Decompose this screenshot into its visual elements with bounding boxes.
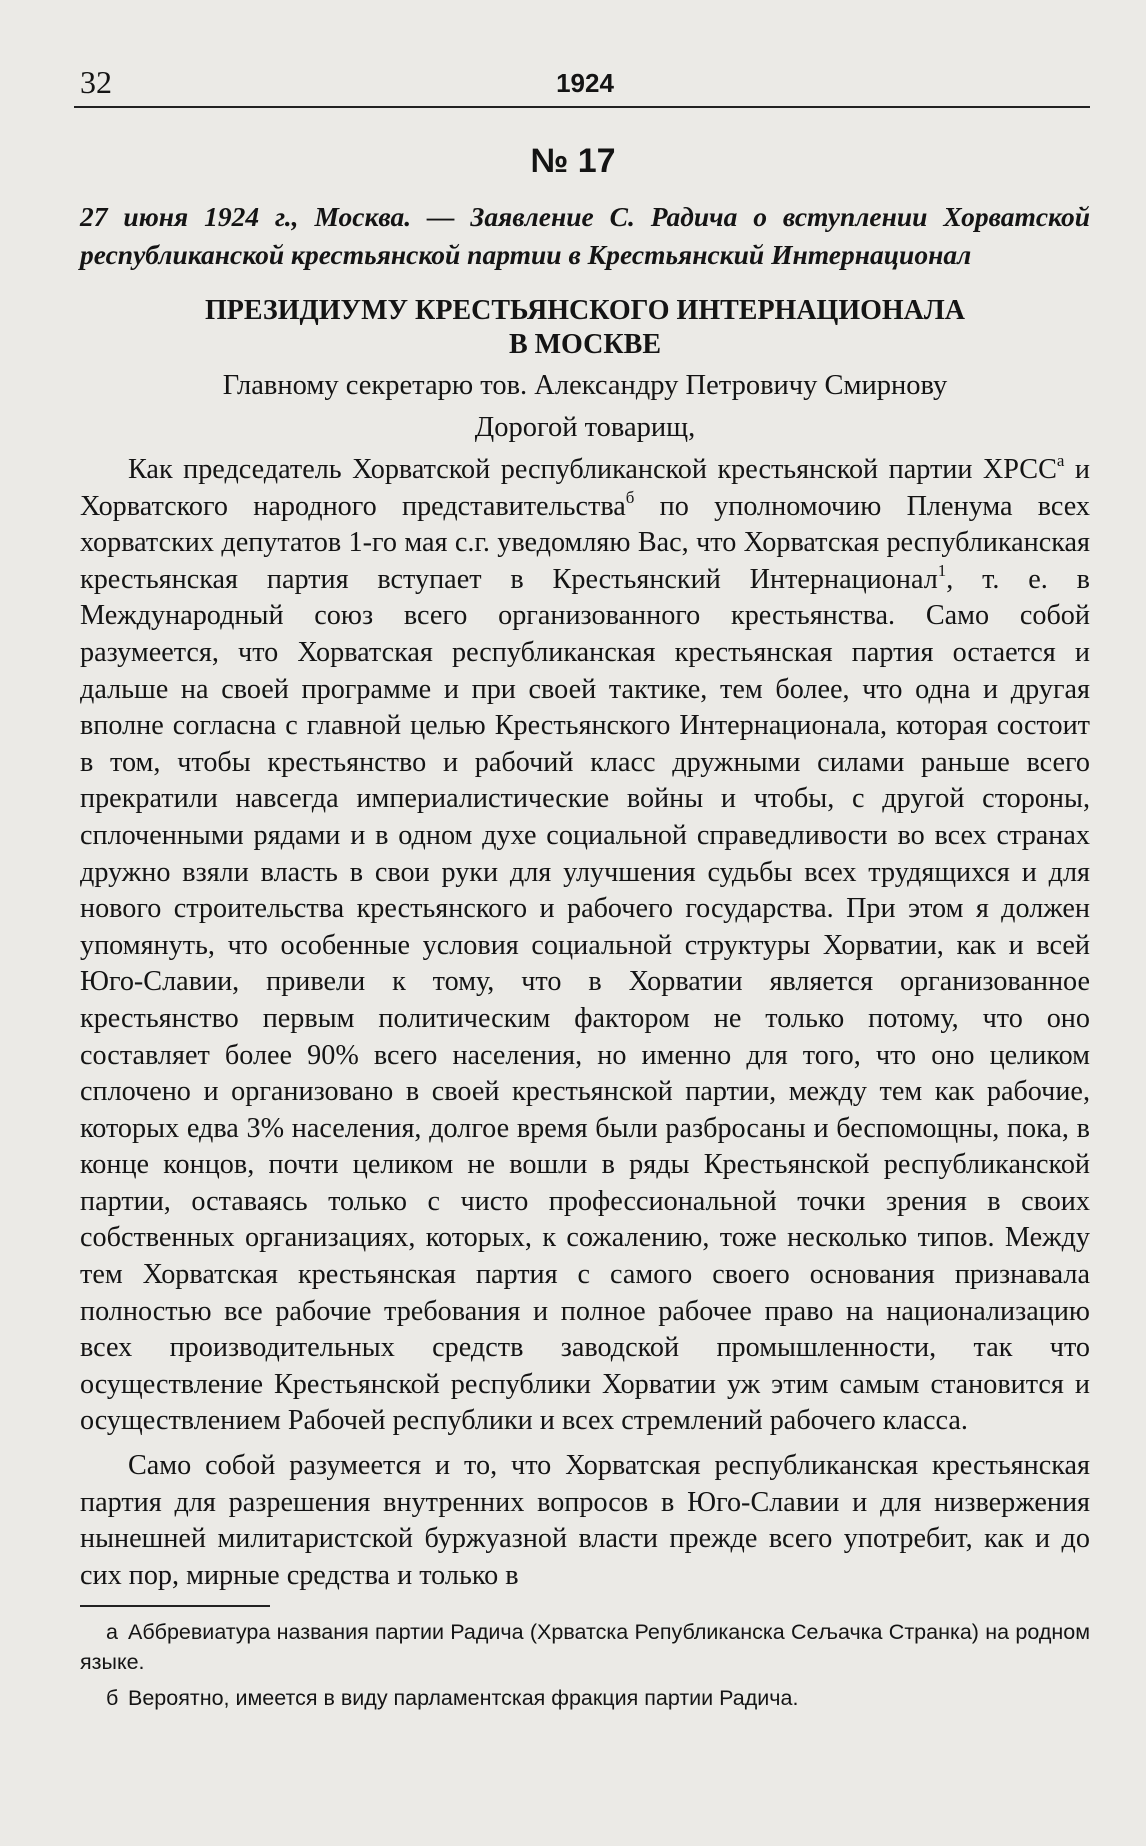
endnote-ref: 1 bbox=[937, 560, 947, 580]
body-paragraph: Само собой разумеется и то, что Хорватская республиканская крестьянская партия для разрешения внутренних вопросов в Юго-Славии и для низвержения нынешней милитаристской буржуазной власти прежде всего употребит, как и до сих пор, мирные средства и только в bbox=[80, 1450, 1090, 1591]
body-text-run: , т. е. в Международный союз всего организованного крестьянства. Само собой разумеется, что Хорватская республиканская крестьянская партия остается и дальше на своей программе и при своей тактике, тем более, что одна и другая вполне согласна с главной целью Крестьянского Интернационала, которая состоит в том, чтобы крестьянство и рабочий класс дружными силами раньше всего прекратили навсегда империалистические войны и чтобы, с другой стороны, сплоченными рядами и в одном духе социальной справедливости во всех странах дружно взяли власть в свои руки для улучшения судьбы всех трудящихся и для нового строительства крестьянского и рабочего государства. При этом я должен упомянуть, что особенные условия социальной структуры Хорватии, как и всей Юго-Славии, привели к тому, что в Хорватии является организованное крестьянство первым политическим фактором не только потому, что оно составляет более 90% всего населения, но именно для того, что оно целиком сплочено и организовано в своей крестьянской партии, между тем как рабочие, которых едва 3% населения, долгое время были разбросаны и беспомощны, пока, в конце концов, почти целиком не вошли в ряды Крестьянской республиканской партии, оставаясь только с чисто профессиональной точки зрения в своих собственных организациях, которых, к сожалению, тоже несколько типов. Между тем Хорватская крестьянская партия с самого своего основания признавала полностью все рабочие требования и полное рабочее право на национализацию всех производительных средств заводской промышленности, так что осуществление Крестьянской республики Хорватии уж этим самым становится и осуществлением Рабочей республики и всех стремлений рабочего класса. bbox=[80, 563, 1090, 1437]
body-text-run: по уполномочию Пленума всех хорватских депутатов 1-го мая с.г. уведомляю Вас, что Хорватская республиканская крестьянская партия вступает в Крестьянский Интернационал bbox=[80, 490, 1091, 595]
footnote-rule bbox=[80, 1605, 270, 1607]
footnotes bbox=[80, 1617, 1090, 1719]
addressee-heading bbox=[80, 294, 1090, 362]
running-header bbox=[80, 62, 1090, 102]
addressee-line: В МОСКВЕ bbox=[508, 329, 662, 360]
document-caption: 27 июня 1924 г., Москва. — Заявление С. Радича о вступлении Хорватской республиканской крестьянской партии в Крестьянский Интернационал bbox=[80, 201, 1090, 270]
footnote-text: Аббревиатура названия партии Радича (Хрватска Републиканска Сељачка Странка) на родном языке. bbox=[80, 1620, 1090, 1674]
body-text-run: и Хорватского народного представительства bbox=[80, 454, 1090, 522]
footnote-mark: а bbox=[106, 1620, 118, 1644]
footnote bbox=[80, 1683, 1090, 1713]
page-number: 32 bbox=[80, 64, 112, 100]
footnote-text: Вероятно, имеется в виду парламентская фракция партии Радича. bbox=[128, 1686, 799, 1710]
footnote bbox=[80, 1617, 1090, 1677]
footnote-ref: б bbox=[625, 487, 635, 507]
secretary-line: Главному секретарю тов. Александру Петровичу Смирнову bbox=[222, 370, 948, 401]
footnote-ref: а bbox=[1056, 450, 1065, 470]
header-rule bbox=[74, 106, 1090, 108]
addressee-line: ПРЕЗИДИУМУ КРЕСТЬЯНСКОГО ИНТЕРНАЦИОНАЛА bbox=[205, 295, 965, 326]
letter-body bbox=[80, 452, 1090, 1602]
running-title-year: 1924 bbox=[556, 68, 614, 98]
body-text-run: Как председатель Хорватской республиканской крестьянской партии ХРСС bbox=[128, 454, 1057, 485]
greeting: Дорогой товарищ, bbox=[474, 412, 696, 443]
footnote-mark: б bbox=[106, 1686, 119, 1710]
body-paragraph bbox=[80, 452, 1090, 1440]
document-number: № 17 bbox=[530, 142, 616, 180]
